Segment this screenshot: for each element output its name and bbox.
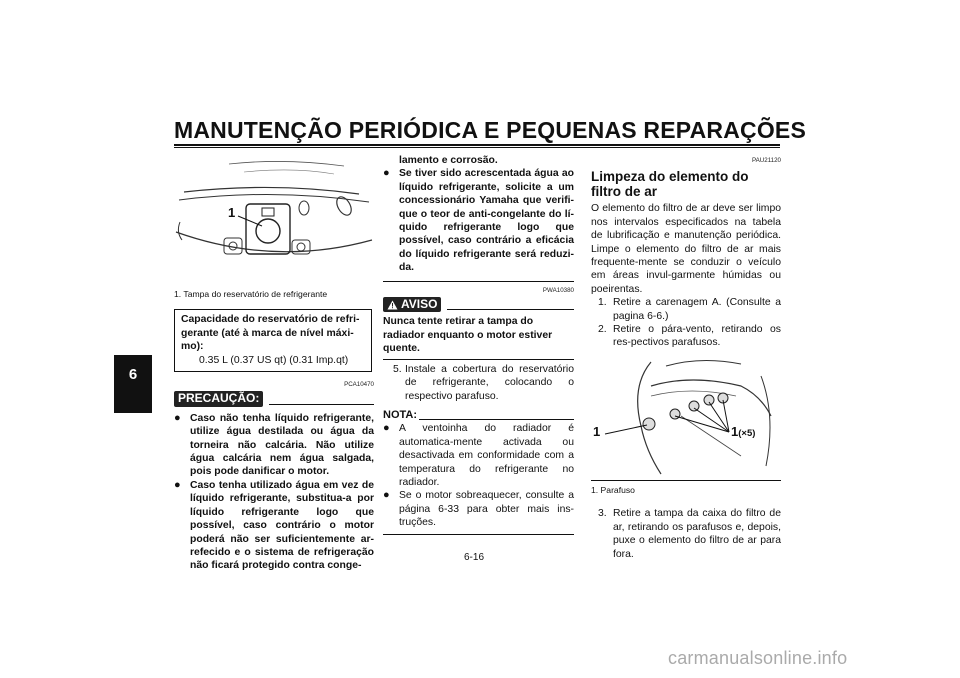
note-list [383,422,574,529]
step-2: 2. Retire o pára-vento, retirando os res-pectivos parafusos. [598,324,781,349]
warning-code: PWA10380 [542,286,574,294]
capacity-heading: Capacidade do reservatório de refri-gerante (até à marca de nível máxi-mo): [181,314,360,353]
page-title: MANUTENÇÃO PERIÓDICA E PEQUENAS REPARAÇÕES [174,117,807,143]
warning-label: AVISO [401,297,438,312]
bullet-icon: ● [383,167,390,180]
step-1: 1. Retire a carenagem A. (Consulte a pagina 6-6.) [598,297,781,322]
figure-caption: 1. Tampa do reservatório de refrigerante [174,289,328,299]
list-item: ● Caso tenha utilizado água em vez de líquido refrigerante, substitua-a por líquido refrigerante logo que possível, caso contrário o motor poderá não ser suficientemente ar-refecido e o sistema de refrigeração não ficará protegido contra conge- [174,478,374,572]
list-item: ● A ventoinha do radiador é automatica-mente activada ou desactivada em conformidade com a temperatura do refrigerante no radiador. [383,422,574,488]
windshield-bolts-illustration [591,356,781,476]
caution-label: PRECAUÇÃO: [174,391,263,406]
bullet-icon: ● [383,422,390,435]
figure-label: 1 [228,205,236,220]
coolant-reservoir-illustration [174,152,374,280]
windshield-figure [591,356,781,476]
list-item: ● Caso não tenha líquido refrigerante, utilize água destilada ou água da torneira não calcária. Não utilize água calcária nem água salgada, pois pode danificar o motor. [174,411,374,478]
column-2 [383,154,574,535]
caution-list [174,412,374,573]
list-item: ● Se o motor sobreaquecer, consulte a página 6-33 para obter mais ins-truções. [383,489,574,529]
step-5: 5. Instale a cobertura do reservatório de refrigerante, colocando o respectivo parafuso. [393,363,574,402]
note-label: NOTA: [383,408,418,421]
chapter-tab: 6 [114,355,152,413]
column-1 [174,152,374,573]
title-rule-thin [174,147,780,148]
warning-header [383,297,574,312]
title-rule [174,144,780,146]
warning-triangle-icon [387,300,398,310]
caution-code: PCA10470 [344,381,374,389]
warning-text: Nunca tente retirar a tampa do radiador enquanto o motor estiver quente. [383,316,553,355]
bullet-icon: ● [174,478,181,491]
page-number: 6-16 [464,552,485,563]
note-header [383,409,574,422]
figure-caption: 1. Parafuso [591,484,635,495]
figure-label-left: 1 [593,423,601,439]
step-3: 3. Retire a tampa da caixa do filtro de ar, retirando os parafusos e, depois, puxe o elemento do filtro de ar para fora. [598,508,781,560]
section-heading: Limpeza do elemento do filtro de ar [591,169,749,200]
figure-label-right: 1(×5) [731,423,756,439]
caution-header [174,391,374,406]
warning-badge [383,297,441,312]
continued-text: lamento e corrosão. [399,155,498,166]
list-item: ● Se tiver sido acrescentada água ao líquido refrigerante, solicite a um concessionário Yamaha que verifi-que o teor de anti-congelante do lí-quido refrigerante logo que possível, caso contrário a eficácia do líquido refrigerante será reduzi-da. [383,167,574,274]
column-3 [591,154,781,561]
section-intro: O elemento do filtro de ar deve ser limpo nos intervalos especificados na tabela de lubrificação e manutenção periódica. Limpe o elemento do filtro de ar mais frequente-mente se conduzir o veículo em áreas invul-garmente húmidas ou poeirentas. [591,203,781,295]
bullet-icon: ● [383,489,390,502]
footer-watermark: carmanualsonline.info [668,648,848,668]
section-code: PAU21120 [751,157,781,164]
capacity-value: 0.35 L (0.37 US qt) (0.31 Imp.qt) [199,354,349,366]
coolant-cap-figure [174,152,374,280]
capacity-box [174,309,372,372]
bullet-icon: ● [174,411,181,424]
